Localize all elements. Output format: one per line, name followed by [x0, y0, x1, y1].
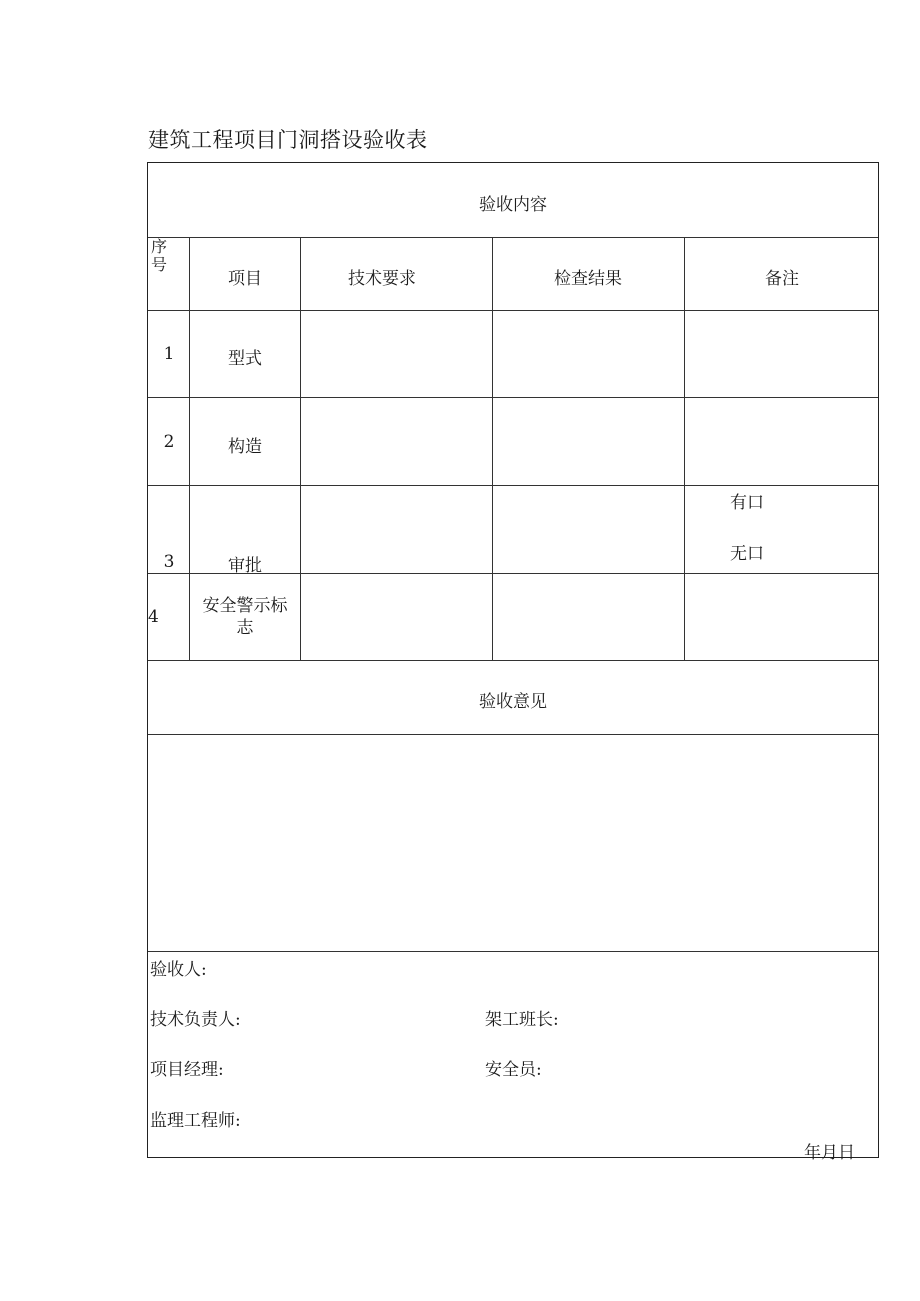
section-content-heading: 验收内容 [479, 195, 547, 215]
row-seq: 1 [163, 344, 175, 364]
project-manager-label: 项目经理: [150, 1060, 224, 1080]
acceptor-heading: 验收人: [150, 960, 207, 980]
row-item-line2: 志 [236, 618, 254, 638]
column-divider [684, 237, 685, 660]
header-seq [151, 238, 167, 274]
row-item: 审批 [228, 556, 262, 576]
column-divider [492, 237, 493, 660]
row-item: 构造 [228, 437, 262, 457]
crew-lead-label: 架工班长: [485, 1010, 559, 1030]
opinion-writing-area[interactable] [148, 735, 878, 950]
remark-yes-option: 有口 [730, 493, 764, 513]
column-divider [189, 237, 190, 660]
remark-no-option: 无口 [730, 544, 764, 564]
row-seq: 4 [148, 607, 159, 627]
row-seq: 3 [163, 552, 175, 572]
row-divider [148, 310, 878, 311]
supervisor-label: 监理工程师: [150, 1111, 241, 1131]
header-seq-line2: 号 [151, 255, 168, 274]
row-item: 型式 [228, 349, 262, 369]
tech-lead-label: 技术负责人: [150, 1010, 241, 1030]
date-label: 年月日 [804, 1143, 855, 1163]
row-item-line1: 安全警示标 [202, 596, 288, 616]
header-result: 检查结果 [554, 269, 622, 289]
row-divider [148, 951, 878, 952]
row-item [203, 595, 288, 639]
row-divider [148, 660, 878, 661]
header-item: 项目 [228, 269, 262, 289]
row-divider [148, 397, 878, 398]
page-title: 建筑工程项目门洞搭设验收表 [148, 128, 428, 152]
header-requirement: 技术要求 [348, 269, 416, 289]
header-seq-line1: 序 [151, 237, 168, 256]
column-divider [300, 237, 301, 660]
safety-officer-label: 安全员: [485, 1060, 542, 1080]
row-divider [148, 237, 878, 238]
row-divider [148, 485, 878, 486]
header-remark: 备注 [765, 269, 799, 289]
acceptance-form-table [147, 162, 879, 1163]
row-seq: 2 [163, 432, 175, 452]
section-opinion-heading: 验收意见 [479, 692, 547, 712]
